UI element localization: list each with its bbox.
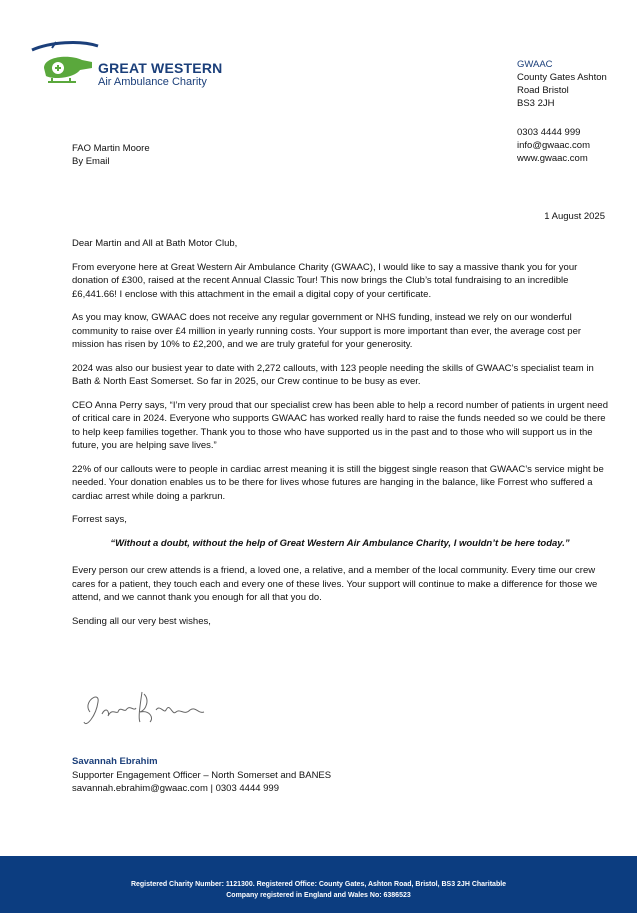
letter-body: [72, 237, 608, 638]
signer-block: [72, 755, 331, 796]
salutation: Dear Martin and All at Bath Motor Club,: [72, 238, 238, 249]
quote: “Without a doubt, without the help of Great Western Air Ambulance Charity, I wouldn’t be here today.”: [110, 537, 570, 549]
address-line: County Gates Ashton: [517, 72, 607, 83]
footer-line: Company registered in England and Wales No: 6386523: [226, 892, 411, 899]
logo-name: GREAT WESTERN: [98, 60, 223, 76]
address-line: Road Bristol: [517, 85, 569, 96]
signoff: Sending all our very best wishes,: [72, 615, 211, 627]
sender-contact: [517, 126, 590, 165]
address-line: BS3 2JH: [517, 98, 555, 109]
paragraph: 22% of our callouts were to people in cardiac arrest meaning it is still the biggest single reason that GWAAC’s service might be needed. Your donation enables us to be there for lives whose futures are hanging in the balance, like Forrest who suffered a cardiac arrest while doing a parkrun.: [72, 463, 604, 502]
letter-date: 1 August 2025: [544, 211, 605, 222]
contact-web[interactable]: www.gwaac.com: [517, 153, 588, 164]
address-org: GWAAC: [517, 59, 553, 70]
contact-email[interactable]: info@gwaac.com: [517, 140, 591, 151]
signer-contact: savannah.ebrahim@gwaac.com | 0303 4444 999: [72, 783, 279, 794]
recipient-method: By Email: [72, 156, 110, 167]
recipient-block: [72, 142, 150, 168]
footer-line: Registered Charity Number: 1121300. Registered Office: County Gates, Ashton Road, Bristol, BS3 2JH Charitable: [130, 881, 507, 888]
paragraph: Forrest says,: [72, 514, 127, 525]
paragraph: Every person our crew attends is a friend, a loved one, a relative, and a member of the local community. Every time our crew cares for a patient, they touch each and every one of these lives. Your support will continue to make a difference for those we attend, and we cannot thank you enough for all that you do.: [72, 565, 598, 603]
contact-phone: 0303 4444 999: [517, 127, 581, 138]
signer-name: Savannah Ebrahim: [72, 756, 158, 767]
gwaac-logo: [30, 38, 230, 96]
paragraph: 2024 was also our busiest year to date with 2,272 callouts, with 123 people needing the skills of GWAAC’s specialist team in Bath & North East Somerset. So far in 2025, our Crew continue to be busy as ever.: [72, 362, 594, 387]
paragraph: CEO Anna Perry says, “I’m very proud that our specialist crew has been able to help a record number of patients in urgent need of critical care in 2024. Everyone who supports GWAAC has worked really hard to raise the funds needed so we could be there to help keep families together. Thank you to those who have supported us in the past and to those who will support us in the future, you are helping save lives.”: [72, 399, 608, 451]
signer-title: Supporter Engagement Officer – North Somerset and BANES: [72, 769, 332, 781]
helicopter-icon: [30, 38, 100, 96]
recipient-fao: FAO Martin Moore: [72, 143, 150, 154]
footer: [0, 856, 637, 913]
signature-image: [80, 682, 210, 737]
paragraph: As you may know, GWAAC does not receive any regular government or NHS funding, instead we rely on our wonderful community to raise over £4 million in yearly running costs. Your support is more important than ever, the average cost per mission has risen by 10% to £2,200, and we are truly grateful for your generosity.: [72, 312, 582, 350]
sender-address: [517, 58, 607, 110]
logo-subtitle: Air Ambulance Charity: [98, 76, 207, 88]
paragraph: From everyone here at Great Western Air Ambulance Charity (GWAAC), I would like to say a massive thank you for your donation of £300, raised at the recent Annual Classic Tour! This now brings the Club’s total fundraising to an incredible £6,441.66! I enclose with this attachment in the email a digital copy of your certificate.: [72, 261, 578, 300]
